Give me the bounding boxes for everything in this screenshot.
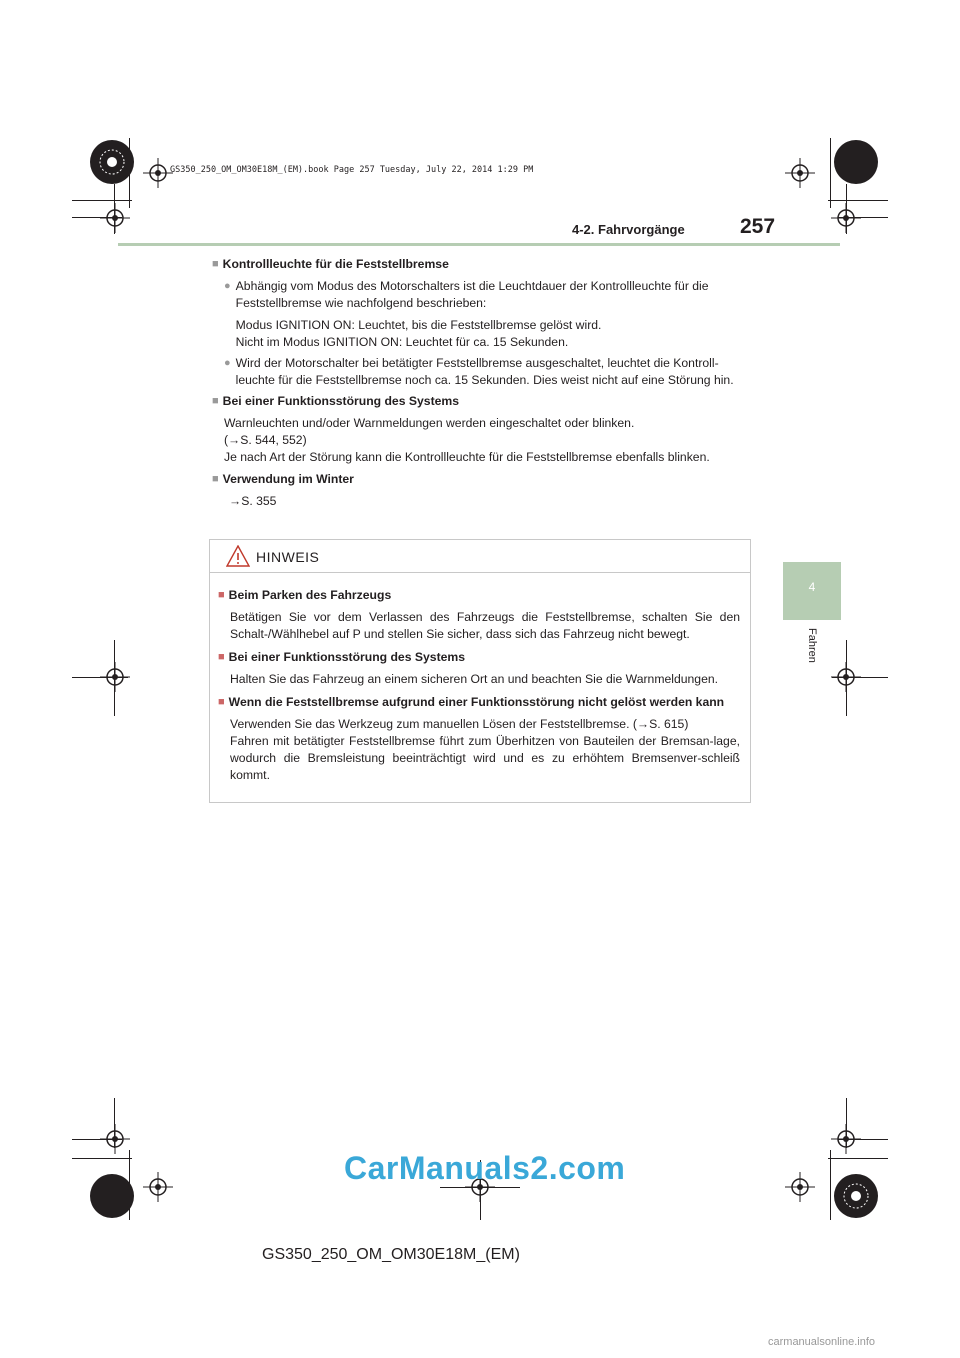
heading-text: Bei einer Funktionsstörung des Systems bbox=[222, 394, 460, 408]
chapter-label-text: Fahren bbox=[806, 628, 818, 663]
list-item bbox=[224, 355, 747, 389]
crop-line bbox=[440, 1187, 520, 1188]
registration-dot-icon bbox=[832, 138, 880, 186]
notice-body bbox=[210, 573, 750, 784]
heading-text: Beim Parken des Fahrzeugs bbox=[228, 588, 392, 602]
crosshair-icon bbox=[143, 1172, 173, 1202]
watermark-logo: CarManuals2.com bbox=[344, 1150, 626, 1186]
section-heading bbox=[212, 256, 747, 273]
registration-starburst-icon bbox=[832, 1172, 880, 1220]
notice-text: Verwenden Sie das Werkzeug zum manuellen Lösen der Feststellbremse. (→S. 615) bbox=[230, 717, 689, 731]
section-heading bbox=[212, 471, 747, 488]
notice-title: HINWEIS bbox=[256, 549, 320, 565]
heading-text: Bei einer Funktionsstörung des Systems bbox=[228, 650, 466, 664]
notice-header bbox=[210, 540, 750, 573]
round-bullet-icon: ● bbox=[224, 357, 231, 369]
notice-text: Halten Sie das Fahrzeug an einem sicheren Ort an und beachten Sie die Warnmeldungen. bbox=[230, 672, 719, 686]
notice-heading bbox=[218, 694, 740, 711]
crop-line bbox=[114, 1098, 115, 1148]
main-content bbox=[212, 256, 747, 510]
crop-line bbox=[129, 1150, 130, 1220]
page-reference: (→S. 544, 552) bbox=[224, 433, 307, 447]
heading-text: Wenn die Feststellbremse aufgrund einer Funktionsstörung nicht gelöst werden kann bbox=[228, 695, 725, 709]
square-bullet-icon: ■ bbox=[212, 395, 219, 407]
chapter-number: 4 bbox=[808, 580, 816, 594]
crop-line bbox=[846, 1098, 847, 1148]
notice-box bbox=[209, 539, 751, 803]
heading-text: Verwendung im Winter bbox=[222, 472, 354, 486]
crop-line bbox=[72, 677, 128, 678]
crop-line bbox=[114, 640, 115, 716]
square-bullet-icon: ■ bbox=[218, 651, 225, 663]
notice-heading bbox=[218, 649, 740, 666]
crosshair-icon bbox=[100, 203, 130, 233]
square-bullet-icon: ■ bbox=[212, 258, 219, 270]
crop-line bbox=[129, 138, 130, 208]
crop-line bbox=[828, 1158, 888, 1159]
book-metadata-strip: GS350_250_OM_OM30E18M_(EM).book Page 257 Tuesday, July 22, 2014 1:29 PM bbox=[170, 165, 534, 175]
section-body bbox=[224, 415, 747, 466]
paragraph-line: Abhängig vom Modus des Motorschalters ist die Leuchtdauer der Kontrollleuchte für die bbox=[235, 279, 709, 293]
paragraph-line: Modus IGNITION ON: Leuchtet, bis die Feststellbremse gelöst wird. bbox=[235, 318, 602, 332]
crop-line bbox=[830, 1150, 831, 1220]
paragraph-line: Feststellbremse wie nachfolgend beschrieben: bbox=[235, 296, 487, 310]
document-code: GS350_250_OM_OM30E18M_(EM) bbox=[262, 1246, 520, 1263]
page-reference: →S. 355 bbox=[229, 494, 277, 508]
paragraph-line: leuchte für die Feststellbremse noch ca. 15 Sekunden. Dies weist nicht auf eine Störung hin. bbox=[235, 373, 734, 387]
crop-line bbox=[114, 184, 115, 234]
square-bullet-icon: ■ bbox=[218, 696, 225, 708]
crop-line bbox=[830, 138, 831, 208]
crop-line bbox=[72, 200, 132, 201]
paragraph-line: Nicht im Modus IGNITION ON: Leuchtet für ca. 15 Sekunden. bbox=[235, 335, 569, 349]
crosshair-icon bbox=[143, 158, 173, 188]
page-number: 257 bbox=[740, 215, 776, 238]
section-heading bbox=[212, 393, 747, 410]
site-watermark: carmanualsonline.info bbox=[768, 1336, 876, 1348]
chapter-label bbox=[804, 628, 820, 688]
crosshair-icon bbox=[785, 1172, 815, 1202]
crop-line bbox=[846, 640, 847, 716]
paragraph-line: Warnleuchten und/oder Warnmeldungen werden eingeschaltet oder blinken. bbox=[224, 416, 635, 430]
square-bullet-icon: ■ bbox=[212, 473, 219, 485]
notice-text: Betätigen Sie vor dem Verlassen des Fahrzeugs die Feststellbremse, schalten Sie den Schalt-/Wählhebel auf P und stellen Sie sicher, dass sich das Fahrzeug nicht bewegt. bbox=[230, 610, 740, 641]
notice-text: Fahren mit betätigter Feststellbremse führt zum Überhitzen von Bauteilen der Bremsan-lage, wodurch die Bremsleistung beeinträchtigt wird und es zu erhöhtem Bremsenver-schleiß kommt. bbox=[230, 734, 740, 782]
section-title: 4-2. Fahrvorgänge bbox=[572, 222, 685, 237]
warning-triangle-icon bbox=[226, 545, 250, 567]
crop-line bbox=[832, 677, 888, 678]
header-rule bbox=[118, 243, 840, 246]
crop-line bbox=[72, 1158, 132, 1159]
round-bullet-icon: ● bbox=[224, 280, 231, 292]
heading-text: Kontrollleuchte für die Feststellbremse bbox=[222, 257, 449, 271]
paragraph-line: Wird der Motorschalter bei betätigter Feststellbremse ausgeschaltet, leuchtet die Kontroll- bbox=[235, 356, 719, 370]
crop-line bbox=[846, 184, 847, 234]
crosshair-icon bbox=[785, 158, 815, 188]
crop-line bbox=[828, 200, 888, 201]
paragraph-line: Je nach Art der Störung kann die Kontrollleuchte für die Feststellbremse ebenfalls blinken. bbox=[224, 450, 710, 464]
square-bullet-icon: ■ bbox=[218, 589, 225, 601]
notice-heading bbox=[218, 587, 740, 604]
list-item bbox=[224, 278, 747, 351]
